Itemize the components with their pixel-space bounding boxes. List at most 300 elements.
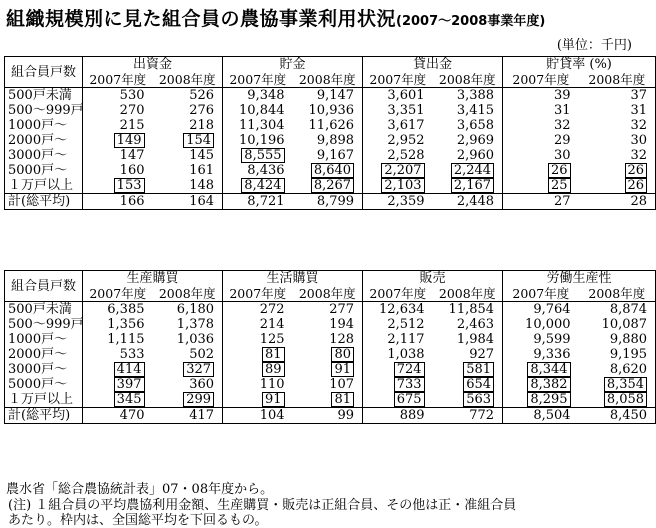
cell-value: 8,640: [311, 163, 354, 178]
cell-value: 9,147: [316, 88, 355, 103]
cell-value: 10,936: [308, 103, 355, 118]
cell-value: 3,388: [456, 88, 495, 103]
table-cell: [433, 392, 503, 408]
cell-value: 2,960: [456, 148, 495, 163]
table-cell: [363, 377, 433, 392]
cell-value: 272: [259, 302, 285, 317]
cell-value: 327: [183, 362, 214, 377]
year-subheader: 2008年度: [579, 286, 656, 302]
table-cell: [153, 148, 223, 163]
cell-value: 166: [119, 194, 145, 209]
row-label: 500～999戸: [5, 317, 83, 332]
cell-value: 563: [463, 392, 494, 407]
cell-value: 502: [189, 347, 215, 362]
cell-value: 360: [189, 377, 215, 392]
table-cell: [293, 392, 363, 408]
table-cell: [363, 178, 433, 194]
cell-value: 32: [630, 118, 648, 133]
cell-value: 37: [630, 88, 648, 103]
cell-value: 277: [329, 302, 355, 317]
cell-value: 30: [554, 148, 571, 163]
table-cell: [83, 103, 153, 118]
cell-value: 3,351: [387, 103, 425, 118]
cell-value: 10,196: [239, 133, 285, 148]
cell-value: 26: [625, 178, 648, 193]
table-cell: [579, 302, 656, 318]
table-cell: [579, 317, 656, 332]
cell-value: 10,087: [601, 317, 648, 332]
year-subheader: 2007年度: [503, 72, 579, 88]
cell-value: 733: [394, 377, 425, 392]
row-label: 500～999戸: [5, 103, 83, 118]
cell-value: 8,295: [527, 392, 570, 407]
table-cell: [433, 103, 503, 118]
cell-value: 8,058: [604, 392, 647, 407]
year-subheader: 2008年度: [293, 286, 363, 302]
row-label: 500戸未満: [5, 88, 83, 104]
table-cell: [363, 408, 433, 424]
table-cell: [433, 332, 503, 347]
table-cell: [153, 133, 223, 148]
table-cell: [83, 377, 153, 392]
table-cell: [503, 118, 579, 133]
year-subheader: 2007年度: [363, 72, 433, 88]
table-cell: [223, 194, 293, 210]
cell-value: 724: [394, 362, 425, 377]
table-cell: [83, 392, 153, 408]
table-cell: [153, 317, 223, 332]
table-row: [5, 362, 656, 377]
table-cell: [293, 317, 363, 332]
cell-value: 8,382: [527, 377, 570, 392]
cell-value: 8,504: [533, 408, 571, 423]
document-title: [6, 4, 545, 31]
table-cell: [503, 88, 579, 104]
row-label: 5000戸～: [5, 377, 83, 392]
cell-value: 80: [331, 347, 354, 362]
table-cell: [83, 332, 153, 347]
cell-value: 110: [259, 377, 285, 392]
table-cell: [363, 317, 433, 332]
cell-value: 6,385: [107, 302, 145, 317]
table-cell: [579, 194, 656, 210]
table-cell: [293, 103, 363, 118]
cell-value: 2,969: [456, 133, 495, 148]
table-cell: [363, 88, 433, 104]
cell-value: 26: [548, 163, 571, 178]
table-cell: [579, 178, 656, 194]
table-cell: [579, 148, 656, 163]
year-subheader: 2008年度: [153, 286, 223, 302]
table-cell: [223, 362, 293, 377]
table-cell: [503, 194, 579, 210]
table-cell: [503, 362, 579, 377]
table-purchases-sales: [4, 270, 656, 424]
row-label-header: 組合員戸数: [5, 57, 83, 88]
table-cell: [153, 163, 223, 178]
cell-value: 9,195: [609, 347, 648, 362]
table-row: [5, 317, 656, 332]
table-cell: [223, 163, 293, 178]
table-cell: [83, 194, 153, 210]
table-cell: [223, 317, 293, 332]
cell-value: 81: [262, 347, 285, 362]
row-label: 2000戸～: [5, 133, 83, 148]
cell-value: 1,115: [107, 332, 145, 347]
table-row: [5, 88, 656, 104]
table-row: [5, 163, 656, 178]
cell-value: 276: [189, 103, 215, 118]
unit-label: (単位：千円): [556, 38, 632, 53]
cell-value: 9,764: [533, 302, 571, 317]
table-cell: [503, 347, 579, 362]
table-row: [5, 133, 656, 148]
cell-value: 30: [630, 133, 648, 148]
table-cell: [83, 408, 153, 424]
table-cell: [433, 133, 503, 148]
cell-value: 28: [630, 194, 648, 209]
row-label: 1000戸～: [5, 332, 83, 347]
cell-value: 8,424: [241, 178, 284, 193]
cell-value: 12,634: [379, 302, 425, 317]
table-row: [5, 392, 656, 408]
cell-value: 2,207: [381, 163, 424, 178]
column-group-header: 販売: [363, 271, 503, 287]
table-cell: [223, 377, 293, 392]
cell-value: 26: [625, 163, 648, 178]
table-cell: [579, 163, 656, 178]
row-label: 3000戸～: [5, 362, 83, 377]
cell-value: 8,555: [241, 148, 284, 163]
table-row: [5, 178, 656, 194]
table-cell: [503, 163, 579, 178]
table-cell: [433, 302, 503, 318]
table-cell: [579, 362, 656, 377]
column-group-header: 生産購買: [83, 271, 223, 287]
table-cell: [503, 317, 579, 332]
table-cell: [223, 133, 293, 148]
table-cell: [83, 317, 153, 332]
table-cell: [579, 133, 656, 148]
cell-value: 215: [119, 118, 145, 133]
cell-value: 148: [189, 178, 215, 193]
table-cell: [153, 362, 223, 377]
column-group-header: 生活購買: [223, 271, 363, 287]
table-cell: [83, 302, 153, 318]
cell-value: 675: [394, 392, 425, 407]
table-cell: [223, 347, 293, 362]
table-row: [5, 148, 656, 163]
cell-value: 145: [189, 148, 215, 163]
cell-value: 8,874: [609, 302, 648, 317]
table-cell: [363, 194, 433, 210]
table-cell: [433, 362, 503, 377]
table-cell: [363, 332, 433, 347]
cell-value: 10,000: [525, 317, 571, 332]
table-cell: [433, 347, 503, 362]
cell-value: 149: [114, 133, 145, 148]
table-cell: [363, 103, 433, 118]
year-subheader: 2008年度: [433, 286, 503, 302]
table-cell: [293, 194, 363, 210]
cell-value: 81: [331, 392, 354, 407]
cell-value: 270: [119, 103, 145, 118]
column-group-header: 貯貸率 (%): [503, 57, 656, 73]
column-group-header: 貸出金: [363, 57, 503, 73]
cell-value: 8,799: [316, 194, 355, 209]
cell-value: 8,267: [311, 178, 354, 193]
table-cell: [83, 88, 153, 104]
table-cell: [363, 118, 433, 133]
table-cell: [83, 347, 153, 362]
cell-value: 9,348: [247, 88, 285, 103]
table-cell: [433, 178, 503, 194]
footnote-line-1: (注) １組合員の平均農協利用金額、生産購買・販売は正組合員、その他は正・准組合員: [8, 498, 517, 513]
cell-value: 153: [114, 178, 145, 193]
row-label: １万戸以上: [5, 178, 83, 194]
table-cell: [363, 392, 433, 408]
table-cell: [223, 103, 293, 118]
table-cell: [503, 148, 579, 163]
table-cell: [363, 362, 433, 377]
cell-value: 11,626: [308, 118, 355, 133]
table-cell: [293, 88, 363, 104]
cell-value: 27: [554, 194, 571, 209]
table-cell: [433, 88, 503, 104]
cell-value: 3,617: [387, 118, 425, 133]
cell-value: 218: [189, 118, 215, 133]
cell-value: 2,528: [387, 148, 425, 163]
cell-value: 9,599: [533, 332, 571, 347]
cell-value: 107: [329, 377, 355, 392]
table-cell: [223, 118, 293, 133]
table-row: [5, 194, 656, 210]
cell-value: 397: [114, 377, 145, 392]
cell-value: 31: [554, 103, 571, 118]
year-subheader: 2007年度: [223, 72, 293, 88]
table-cell: [503, 408, 579, 424]
cell-value: 11,854: [448, 302, 495, 317]
title-main: 組織規模別に見た組合員の農協事業利用状況: [6, 8, 397, 30]
cell-value: 1,984: [456, 332, 495, 347]
table-cell: [579, 118, 656, 133]
cell-value: 8,344: [527, 362, 570, 377]
row-label: １万戸以上: [5, 392, 83, 408]
table-cell: [153, 332, 223, 347]
year-subheader: 2008年度: [293, 72, 363, 88]
table-row: [5, 103, 656, 118]
table-cell: [223, 302, 293, 318]
cell-value: 9,167: [316, 148, 355, 163]
cell-value: 104: [259, 408, 285, 423]
year-subheader: 2008年度: [153, 72, 223, 88]
cell-value: 160: [119, 163, 145, 178]
table-cell: [433, 118, 503, 133]
year-subheader: 2007年度: [83, 72, 153, 88]
table-cell: [293, 148, 363, 163]
cell-value: 8,436: [247, 163, 285, 178]
table-cell: [153, 392, 223, 408]
table-cell: [153, 302, 223, 318]
table-cell: [293, 163, 363, 178]
cell-value: 1,356: [107, 317, 145, 332]
table-cell: [293, 362, 363, 377]
table-cell: [363, 163, 433, 178]
cell-value: 89: [262, 362, 285, 377]
table-cell: [83, 178, 153, 194]
row-label-header: 組合員戸数: [5, 271, 83, 302]
table-cell: [503, 178, 579, 194]
table-cell: [579, 332, 656, 347]
table-cell: [579, 88, 656, 104]
cell-value: 889: [399, 408, 425, 423]
cell-value: 3,658: [456, 118, 495, 133]
table-cell: [293, 178, 363, 194]
cell-value: 1,036: [176, 332, 215, 347]
table-cell: [293, 332, 363, 347]
table-cell: [223, 392, 293, 408]
table-cell: [363, 347, 433, 362]
table-row: [5, 118, 656, 133]
cell-value: 8,450: [609, 408, 648, 423]
table-cell: [363, 148, 433, 163]
year-subheader: 2007年度: [503, 286, 579, 302]
table-cell: [579, 347, 656, 362]
table-cell: [433, 317, 503, 332]
column-group-header: 貯金: [223, 57, 363, 73]
footnote-line-2: あたり。枠内は、全国総平均を下回るもの。: [8, 513, 268, 528]
table-cell: [433, 377, 503, 392]
column-group-header: 労働生産性: [503, 271, 656, 287]
table-cell: [433, 194, 503, 210]
cell-value: 2,448: [456, 194, 495, 209]
table-cell: [293, 302, 363, 318]
table-cell: [153, 408, 223, 424]
cell-value: 29: [554, 133, 571, 148]
row-label: 1000戸～: [5, 118, 83, 133]
table-cell: [503, 103, 579, 118]
table-cell: [363, 302, 433, 318]
cell-value: 654: [463, 377, 494, 392]
cell-value: 32: [630, 148, 648, 163]
cell-value: 91: [331, 362, 354, 377]
table-cell: [153, 178, 223, 194]
cell-value: 194: [329, 317, 355, 332]
column-group-header: 出資金: [83, 57, 223, 73]
year-subheader: 2008年度: [579, 72, 656, 88]
cell-value: 161: [189, 163, 215, 178]
table-cell: [503, 302, 579, 318]
table-row: [5, 332, 656, 347]
cell-value: 10,844: [239, 103, 285, 118]
cell-value: 2,359: [387, 194, 425, 209]
table-cell: [223, 178, 293, 194]
cell-value: 9,880: [609, 332, 648, 347]
table-cell: [579, 377, 656, 392]
table-cell: [293, 408, 363, 424]
table-cell: [433, 148, 503, 163]
cell-value: 581: [463, 362, 494, 377]
cell-value: 154: [183, 133, 214, 148]
table-row: [5, 377, 656, 392]
cell-value: 772: [469, 408, 495, 423]
table-cell: [433, 163, 503, 178]
cell-value: 530: [119, 88, 145, 103]
cell-value: 6,180: [176, 302, 215, 317]
table-cell: [579, 392, 656, 408]
cell-value: 128: [329, 332, 355, 347]
table-cell: [83, 148, 153, 163]
table-cell: [503, 332, 579, 347]
row-label: 計(総平均): [5, 194, 83, 210]
table-cell: [223, 408, 293, 424]
table-cell: [433, 408, 503, 424]
cell-value: 164: [189, 194, 215, 209]
table-cell: [83, 133, 153, 148]
cell-value: 2,512: [387, 317, 425, 332]
cell-value: 32: [554, 118, 571, 133]
cell-value: 470: [119, 408, 145, 423]
table-cell: [153, 118, 223, 133]
cell-value: 1,378: [176, 317, 215, 332]
table-row: [5, 347, 656, 362]
table-cell: [363, 133, 433, 148]
table-cell: [83, 163, 153, 178]
cell-value: 2,103: [381, 178, 424, 193]
table-cell: [153, 194, 223, 210]
cell-value: 147: [119, 148, 145, 163]
table-cell: [83, 362, 153, 377]
cell-value: 9,336: [533, 347, 571, 362]
cell-value: 3,415: [456, 103, 495, 118]
cell-value: 3,601: [387, 88, 425, 103]
cell-value: 2,117: [387, 332, 425, 347]
table-cell: [153, 377, 223, 392]
year-subheader: 2007年度: [223, 286, 293, 302]
table-cell: [293, 118, 363, 133]
row-label: 500戸未満: [5, 302, 83, 318]
table-cell: [153, 88, 223, 104]
cell-value: 2,463: [456, 317, 495, 332]
cell-value: 214: [259, 317, 285, 332]
cell-value: 39: [554, 88, 571, 103]
table-cell: [579, 103, 656, 118]
cell-value: 99: [337, 408, 355, 423]
table-cell: [153, 347, 223, 362]
cell-value: 11,304: [239, 118, 285, 133]
cell-value: 414: [114, 362, 145, 377]
cell-value: 533: [119, 347, 145, 362]
cell-value: 417: [189, 408, 215, 423]
table-cell: [503, 377, 579, 392]
year-subheader: 2007年度: [363, 286, 433, 302]
table-cell: [503, 133, 579, 148]
table-cell: [223, 148, 293, 163]
row-label: 5000戸～: [5, 163, 83, 178]
cell-value: 31: [630, 103, 648, 118]
table-cell: [503, 392, 579, 408]
table-deposits-loans: [4, 56, 656, 210]
cell-value: 1,038: [387, 347, 425, 362]
table-cell: [293, 377, 363, 392]
cell-value: 8,354: [604, 377, 647, 392]
table-cell: [293, 133, 363, 148]
cell-value: 2,952: [387, 133, 425, 148]
source-note: 農水省「総合農協統計表」07・08年度から。: [6, 482, 274, 497]
cell-value: 2,244: [451, 163, 494, 178]
table-cell: [83, 118, 153, 133]
year-subheader: 2008年度: [433, 72, 503, 88]
